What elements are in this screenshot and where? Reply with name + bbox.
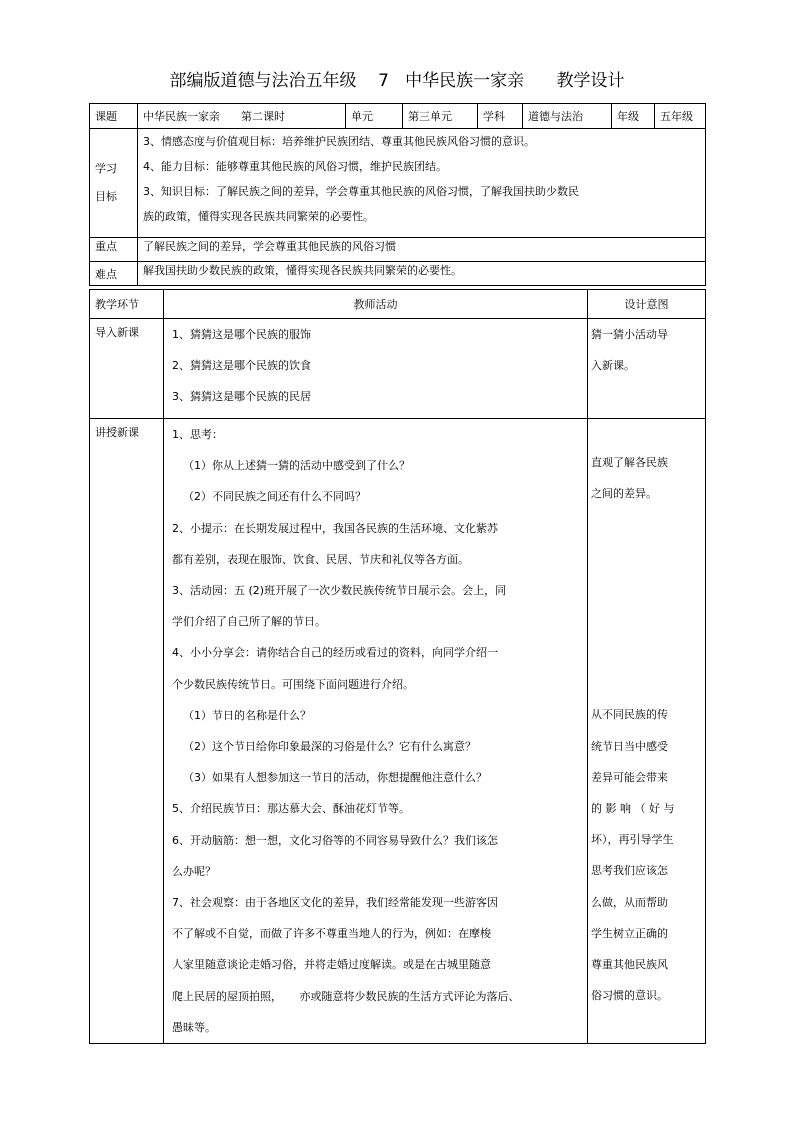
goal-knowledge: 3、知识目标：了解民族之间的差异，学会尊重其他民族的风俗习惯，了解我国扶助少数民 — [143, 185, 579, 198]
unit-value: 第三单元 — [403, 104, 478, 129]
lecture-line: 5、介绍民族节日：那达慕大会、酥油花灯节等。 — [172, 802, 410, 816]
lesson-info-table — [89, 103, 706, 286]
grade-label: 年级 — [612, 104, 655, 129]
lecture-intent-line: 的 影 响 （ 好 与 — [591, 802, 675, 816]
lecture-stage: 讲授新课 — [90, 419, 164, 1044]
lecture-line: （1）你从上述猜一猜的活动中感受到了什么？ — [183, 459, 410, 473]
activity-header: 教师活动 — [164, 290, 588, 319]
subject-label: 学科 — [478, 104, 523, 129]
stage-header: 教学环节 — [90, 290, 164, 319]
grade-value: 五年级 — [655, 104, 706, 129]
lecture-activity — [164, 419, 588, 1044]
lecture-intent-line: 差异可能会带来 — [591, 770, 668, 784]
lecture-line: 1、思考： — [172, 428, 223, 441]
intro-intent — [588, 319, 706, 419]
lecture-intent-line: 尊重其他民族风 — [591, 958, 668, 972]
lecture-line: 不了解或不自觉，而做了许多不尊重当地人的行为，例如：在摩梭 — [172, 927, 491, 941]
goals-label — [90, 129, 138, 238]
lecture-line: （3）如果有人想参加这一节日的活动，你想提醒他注意什么？ — [183, 771, 487, 785]
lecture-line: 学们介绍了自己所了解的节日。 — [172, 615, 326, 629]
intro-item: 1、猜猜这是哪个民族的服饰 — [172, 328, 311, 341]
goal-emotion: 3、情感态度与价值观目标：培养维护民族团结、尊重其他民族风俗习惯的意识。 — [143, 135, 535, 148]
goal-knowledge-cont: 族的政策，懂得实现各民族共同繁荣的必要性。 — [143, 210, 374, 223]
goals-label-line1: 学习 — [95, 162, 117, 175]
lecture-line: 个少数民族传统节日。可围绕下面问题进行介绍。 — [172, 677, 414, 691]
intro-item: 3、猜猜这是哪个民族的民居 — [172, 390, 311, 404]
lecture-row — [90, 419, 706, 1044]
difficulty-row — [90, 262, 706, 286]
lecture-line: 人家里随意谈论走婚习俗，并将走婚过度解读。或是在古城里随意 — [172, 958, 491, 972]
lecture-intent-line: 俗习惯的意识。 — [591, 989, 668, 1003]
lecture-intent-line: 坏），再引导学生 — [591, 833, 674, 847]
difficulty-text: 解我国扶助少数民族的政策，懂得实现各民族共同繁荣的必要性。 — [138, 262, 706, 286]
lecture-line: （2）不同民族之间还有什么不同吗？ — [183, 490, 366, 504]
subject-value: 道德与法治 — [523, 104, 612, 129]
lecture-intent-line: 统节日当中感受 — [591, 739, 668, 753]
lecture-line: 都有差别，表现在服饰、饮食、民居、节庆和礼仪等各方面。 — [172, 552, 469, 566]
lecture-intent-line: 学生树立正确的 — [591, 926, 668, 940]
lecture-intent-line: 么做，从而帮助 — [591, 895, 668, 909]
lecture-line: 4、小小分享会：请你结合自己的经历或看过的资料，向同学介绍一 — [172, 646, 498, 660]
key-point-row — [90, 238, 706, 262]
lecture-line: 么办呢？ — [172, 864, 216, 878]
topic-value: 中华民族一家亲 第二课时 — [138, 104, 346, 129]
lecture-line: 2、小提示：在长期发展过程中，我国各民族的生活环境、文化紫苏 — [172, 521, 498, 535]
intro-row — [90, 319, 706, 419]
key-point-text: 了解民族之间的差异，学会尊重其他民族的风俗习惯 — [138, 238, 706, 262]
intent-header: 设计意图 — [588, 290, 706, 319]
lecture-intent-line: 之间的差异。 — [591, 487, 657, 501]
lecture-intent-line: 直观了解各民族 — [591, 456, 668, 469]
intro-intent-line: 猜一猜小活动导 — [591, 328, 668, 341]
unit-label: 单元 — [346, 104, 403, 129]
lecture-intent-line: 从不同民族的传 — [591, 708, 668, 722]
lecture-line: 愚昧等。 — [172, 1020, 216, 1034]
lecture-line: 爬上民居的屋顶拍照， 亦或随意将少数民族的生活方式评论为落后、 — [172, 989, 520, 1003]
lecture-line: （2）这个节日给你印象最深的习俗是什么？它有什么寓意？ — [183, 740, 476, 754]
lecture-intent-line: 思考我们应该怎 — [591, 864, 668, 878]
topic-label: 课题 — [90, 104, 138, 129]
intro-item: 2、猜猜这是哪个民族的饮食 — [172, 359, 311, 373]
lecture-line: 7、社会观察：由于各地区文化的差异，我们经常能发现一些游客因 — [172, 896, 498, 910]
teaching-plan-table — [89, 289, 706, 1044]
lecture-line: 6、开动脑筋：想一想，文化习俗等的不同容易导致什么？我们该怎 — [172, 833, 498, 847]
document-title: 部编版道德与法治五年级 7 中华民族一家亲 教学设计 — [169, 71, 625, 91]
lecture-line: 3、活动园：五 (2)班开展了一次少数民族传统节日展示会。会上，同 — [172, 584, 507, 598]
intro-stage: 导入新课 — [90, 319, 164, 419]
lecture-line: （1）节日的名称是什么？ — [183, 708, 311, 722]
lecture-intent — [588, 419, 706, 1044]
goals-content — [138, 129, 706, 238]
goals-label-line2: 目标 — [95, 190, 117, 203]
key-point-label: 重点 — [90, 238, 138, 262]
intro-activity — [164, 319, 588, 419]
plan-header-row — [90, 290, 706, 319]
intro-intent-line: 入新课。 — [591, 359, 635, 373]
goals-row — [90, 129, 706, 238]
info-header-row — [90, 104, 706, 129]
goal-ability: 4、能力目标：能够尊重其他民族的风俗习惯，维护民族团结。 — [143, 160, 447, 173]
difficulty-label: 难点 — [90, 262, 138, 286]
